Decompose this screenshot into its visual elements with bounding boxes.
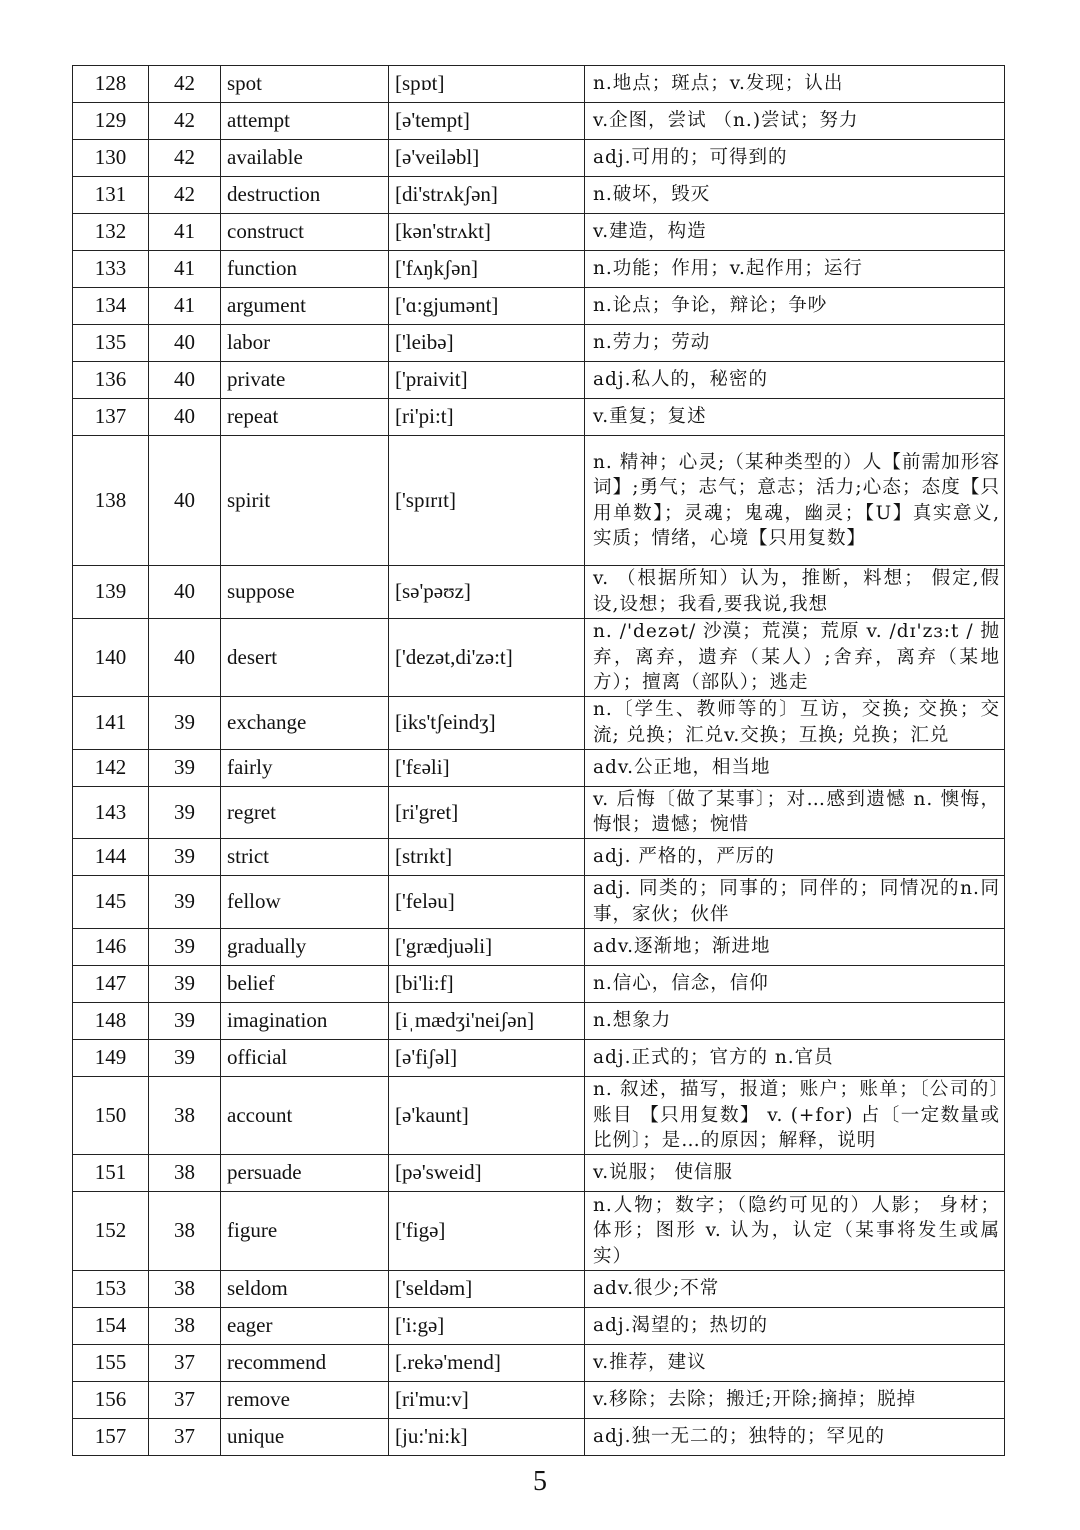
row-number-cell: 141 xyxy=(73,696,149,749)
row-number-cell: 142 xyxy=(73,749,149,786)
word-cell: strict xyxy=(221,839,389,876)
word-cell: function xyxy=(221,251,389,288)
table-row xyxy=(73,1344,1005,1381)
table-row xyxy=(73,399,1005,436)
frequency-cell: 39 xyxy=(149,786,221,839)
table-row xyxy=(73,1307,1005,1344)
definition-cell: n.地点；斑点；v.发现；认出 xyxy=(585,66,1005,103)
frequency-cell: 39 xyxy=(149,696,221,749)
word-cell: argument xyxy=(221,288,389,325)
phonetic-cell: [ə'veiləbl] xyxy=(389,140,585,177)
row-number-cell: 136 xyxy=(73,362,149,399)
table-row xyxy=(73,1381,1005,1418)
definition-cell: adj. 同类的；同事的；同伴的；同情况的n.同事，家伙；伙伴 xyxy=(585,876,1005,929)
row-number-cell: 156 xyxy=(73,1381,149,1418)
table-row xyxy=(73,66,1005,103)
phonetic-cell: [pə'sweid] xyxy=(389,1155,585,1192)
row-number-cell: 129 xyxy=(73,103,149,140)
row-number-cell: 150 xyxy=(73,1076,149,1154)
table-row xyxy=(73,749,1005,786)
frequency-cell: 42 xyxy=(149,140,221,177)
table-row xyxy=(73,251,1005,288)
row-number-cell: 144 xyxy=(73,839,149,876)
word-cell: spirit xyxy=(221,436,389,566)
row-number-cell: 132 xyxy=(73,214,149,251)
definition-cell: n. 精神；心灵;（某种类型的）人【前需加形容词】;勇气；志气；意志；活力;心态；态度【只用单数】；灵魂；鬼魂，幽灵；【U】真实意义,实质；情绪，心境【只用复数】 xyxy=(585,436,1005,566)
table-row xyxy=(73,696,1005,749)
table-row xyxy=(73,876,1005,929)
phonetic-cell: ['figə] xyxy=(389,1192,585,1270)
frequency-cell: 38 xyxy=(149,1155,221,1192)
definition-cell: n.功能；作用；v.起作用；运行 xyxy=(585,251,1005,288)
definition-cell: adj.渴望的；热切的 xyxy=(585,1307,1005,1344)
word-cell: recommend xyxy=(221,1344,389,1381)
phonetic-cell: [ə'kaunt] xyxy=(389,1076,585,1154)
table-row xyxy=(73,1418,1005,1455)
frequency-cell: 40 xyxy=(149,618,221,696)
row-number-cell: 153 xyxy=(73,1270,149,1307)
word-cell: seldom xyxy=(221,1270,389,1307)
definition-cell: adj.正式的；官方的 n.官员 xyxy=(585,1039,1005,1076)
phonetic-cell: [di'strʌkʃən] xyxy=(389,177,585,214)
definition-cell: adv.逐渐地；渐进地 xyxy=(585,928,1005,965)
frequency-cell: 39 xyxy=(149,1002,221,1039)
definition-cell: n.〔学生、教师等的〕互访，交换; 交换；交流; 兑换；汇兑v.交换；互换; 兑换；汇兑 xyxy=(585,696,1005,749)
phonetic-cell: ['feləu] xyxy=(389,876,585,929)
frequency-cell: 38 xyxy=(149,1270,221,1307)
row-number-cell: 155 xyxy=(73,1344,149,1381)
phonetic-cell: [ri'pi:t] xyxy=(389,399,585,436)
row-number-cell: 135 xyxy=(73,325,149,362)
row-number-cell: 147 xyxy=(73,965,149,1002)
row-number-cell: 149 xyxy=(73,1039,149,1076)
word-cell: suppose xyxy=(221,566,389,619)
row-number-cell: 131 xyxy=(73,177,149,214)
word-cell: spot xyxy=(221,66,389,103)
table-row xyxy=(73,1002,1005,1039)
word-cell: repeat xyxy=(221,399,389,436)
phonetic-cell: ['grædjuəli] xyxy=(389,928,585,965)
vocabulary-table xyxy=(72,65,1005,1456)
definition-cell: v.说服； 使信服 xyxy=(585,1155,1005,1192)
frequency-cell: 42 xyxy=(149,177,221,214)
word-cell: eager xyxy=(221,1307,389,1344)
word-cell: attempt xyxy=(221,103,389,140)
phonetic-cell: ['dezət,di'zə:t] xyxy=(389,618,585,696)
frequency-cell: 40 xyxy=(149,399,221,436)
vocabulary-table-body xyxy=(73,66,1005,1456)
phonetic-cell: [spɒt] xyxy=(389,66,585,103)
frequency-cell: 37 xyxy=(149,1381,221,1418)
table-row xyxy=(73,618,1005,696)
phonetic-cell: ['seldəm] xyxy=(389,1270,585,1307)
word-cell: exchange xyxy=(221,696,389,749)
definition-cell: v.推荐，建议 xyxy=(585,1344,1005,1381)
frequency-cell: 39 xyxy=(149,876,221,929)
frequency-cell: 38 xyxy=(149,1192,221,1270)
definition-cell: n.信心，信念，信仰 xyxy=(585,965,1005,1002)
page-number: 5 xyxy=(533,1466,547,1497)
frequency-cell: 41 xyxy=(149,214,221,251)
table-row xyxy=(73,928,1005,965)
table-row xyxy=(73,1155,1005,1192)
table-row xyxy=(73,214,1005,251)
row-number-cell: 145 xyxy=(73,876,149,929)
word-cell: belief xyxy=(221,965,389,1002)
definition-cell: adv.公正地，相当地 xyxy=(585,749,1005,786)
table-row xyxy=(73,1192,1005,1270)
table-row xyxy=(73,177,1005,214)
definition-cell: n.论点；争论，辩论；争吵 xyxy=(585,288,1005,325)
frequency-cell: 39 xyxy=(149,1039,221,1076)
definition-cell: v. 后悔〔做了某事〕；对…感到遗憾 n. 懊悔，悔恨；遗憾；惋惜 xyxy=(585,786,1005,839)
frequency-cell: 38 xyxy=(149,1076,221,1154)
row-number-cell: 128 xyxy=(73,66,149,103)
row-number-cell: 133 xyxy=(73,251,149,288)
phonetic-cell: [iks'tʃeindʒ] xyxy=(389,696,585,749)
phonetic-cell: ['fεəli] xyxy=(389,749,585,786)
definition-cell: adj.可用的；可得到的 xyxy=(585,140,1005,177)
row-number-cell: 137 xyxy=(73,399,149,436)
word-cell: desert xyxy=(221,618,389,696)
phonetic-cell: ['praivit] xyxy=(389,362,585,399)
row-number-cell: 151 xyxy=(73,1155,149,1192)
definition-cell: adj.独一无二的；独特的；罕见的 xyxy=(585,1418,1005,1455)
frequency-cell: 40 xyxy=(149,362,221,399)
phonetic-cell: ['leibə] xyxy=(389,325,585,362)
definition-cell: adj.私人的，秘密的 xyxy=(585,362,1005,399)
table-row xyxy=(73,1076,1005,1154)
definition-cell: n.想象力 xyxy=(585,1002,1005,1039)
row-number-cell: 143 xyxy=(73,786,149,839)
phonetic-cell: ['fʌŋkʃən] xyxy=(389,251,585,288)
definition-cell: v.移除；去除；搬迁;开除;摘掉；脱掉 xyxy=(585,1381,1005,1418)
row-number-cell: 134 xyxy=(73,288,149,325)
definition-cell: v. （根据所知）认为，推断，料想； 假定,假设,设想；我看,要我说,我想 xyxy=(585,566,1005,619)
frequency-cell: 40 xyxy=(149,436,221,566)
row-number-cell: 152 xyxy=(73,1192,149,1270)
frequency-cell: 42 xyxy=(149,103,221,140)
table-row xyxy=(73,288,1005,325)
phonetic-cell: ['ɑ:gjumənt] xyxy=(389,288,585,325)
table-row xyxy=(73,1039,1005,1076)
definition-cell: v.企图，尝试 （n.)尝试；努力 xyxy=(585,103,1005,140)
frequency-cell: 37 xyxy=(149,1418,221,1455)
row-number-cell: 139 xyxy=(73,566,149,619)
word-cell: private xyxy=(221,362,389,399)
word-cell: destruction xyxy=(221,177,389,214)
phonetic-cell: [ə'tempt] xyxy=(389,103,585,140)
phonetic-cell: ['spɪrɪt] xyxy=(389,436,585,566)
table-row xyxy=(73,362,1005,399)
table-row xyxy=(73,103,1005,140)
table-row xyxy=(73,839,1005,876)
word-cell: unique xyxy=(221,1418,389,1455)
table-row xyxy=(73,436,1005,566)
word-cell: account xyxy=(221,1076,389,1154)
phonetic-cell: [.rekə'mend] xyxy=(389,1344,585,1381)
definition-cell: n. 叙述，描写，报道；账户；账单；〔公司的〕账目 【只用复数】 v. (+for) 占〔一定数量或比例〕；是…的原因；解释，说明 xyxy=(585,1076,1005,1154)
word-cell: remove xyxy=(221,1381,389,1418)
row-number-cell: 130 xyxy=(73,140,149,177)
word-cell: labor xyxy=(221,325,389,362)
phonetic-cell: [ri'mu:v] xyxy=(389,1381,585,1418)
phonetic-cell: [ə'fiʃəl] xyxy=(389,1039,585,1076)
row-number-cell: 146 xyxy=(73,928,149,965)
word-cell: fellow xyxy=(221,876,389,929)
phonetic-cell: [bi'li:f] xyxy=(389,965,585,1002)
word-cell: gradually xyxy=(221,928,389,965)
table-row xyxy=(73,786,1005,839)
definition-cell: adj. 严格的，严厉的 xyxy=(585,839,1005,876)
word-cell: construct xyxy=(221,214,389,251)
definition-cell: v.建造，构造 xyxy=(585,214,1005,251)
word-cell: figure xyxy=(221,1192,389,1270)
table-row xyxy=(73,325,1005,362)
frequency-cell: 42 xyxy=(149,66,221,103)
definition-cell: v.重复；复述 xyxy=(585,399,1005,436)
frequency-cell: 39 xyxy=(149,839,221,876)
table-row xyxy=(73,566,1005,619)
table-row xyxy=(73,140,1005,177)
definition-cell: adv.很少;不常 xyxy=(585,1270,1005,1307)
word-cell: available xyxy=(221,140,389,177)
word-cell: official xyxy=(221,1039,389,1076)
frequency-cell: 39 xyxy=(149,928,221,965)
word-cell: fairly xyxy=(221,749,389,786)
row-number-cell: 154 xyxy=(73,1307,149,1344)
definition-cell: n.劳力；劳动 xyxy=(585,325,1005,362)
word-cell: imagination xyxy=(221,1002,389,1039)
table-row xyxy=(73,965,1005,1002)
row-number-cell: 140 xyxy=(73,618,149,696)
frequency-cell: 41 xyxy=(149,251,221,288)
phonetic-cell: [ju:'ni:k] xyxy=(389,1418,585,1455)
row-number-cell: 148 xyxy=(73,1002,149,1039)
frequency-cell: 41 xyxy=(149,288,221,325)
row-number-cell: 157 xyxy=(73,1418,149,1455)
frequency-cell: 40 xyxy=(149,566,221,619)
table-row xyxy=(73,1270,1005,1307)
phonetic-cell: [sə'pəʊz] xyxy=(389,566,585,619)
definition-cell: n. /'dezət/ 沙漠；荒漠；荒原 v. /dɪ'zɜ:t / 抛弃，离弃，遗弃（某人）;舍弃，离弃（某地方）；擅离（部队）；逃走 xyxy=(585,618,1005,696)
phonetic-cell: [ri'gret] xyxy=(389,786,585,839)
word-cell: regret xyxy=(221,786,389,839)
frequency-cell: 39 xyxy=(149,749,221,786)
phonetic-cell: [kən'strʌkt] xyxy=(389,214,585,251)
frequency-cell: 37 xyxy=(149,1344,221,1381)
row-number-cell: 138 xyxy=(73,436,149,566)
definition-cell: n.破坏，毁灭 xyxy=(585,177,1005,214)
frequency-cell: 40 xyxy=(149,325,221,362)
frequency-cell: 39 xyxy=(149,965,221,1002)
phonetic-cell: [iˌmædʒi'neiʃən] xyxy=(389,1002,585,1039)
frequency-cell: 38 xyxy=(149,1307,221,1344)
phonetic-cell: ['i:gə] xyxy=(389,1307,585,1344)
word-cell: persuade xyxy=(221,1155,389,1192)
definition-cell: n.人物；数字；（隐约可见的）人影； 身材；体形；图形 v. 认为，认定（某事将发生或属实） xyxy=(585,1192,1005,1270)
phonetic-cell: [strɪkt] xyxy=(389,839,585,876)
